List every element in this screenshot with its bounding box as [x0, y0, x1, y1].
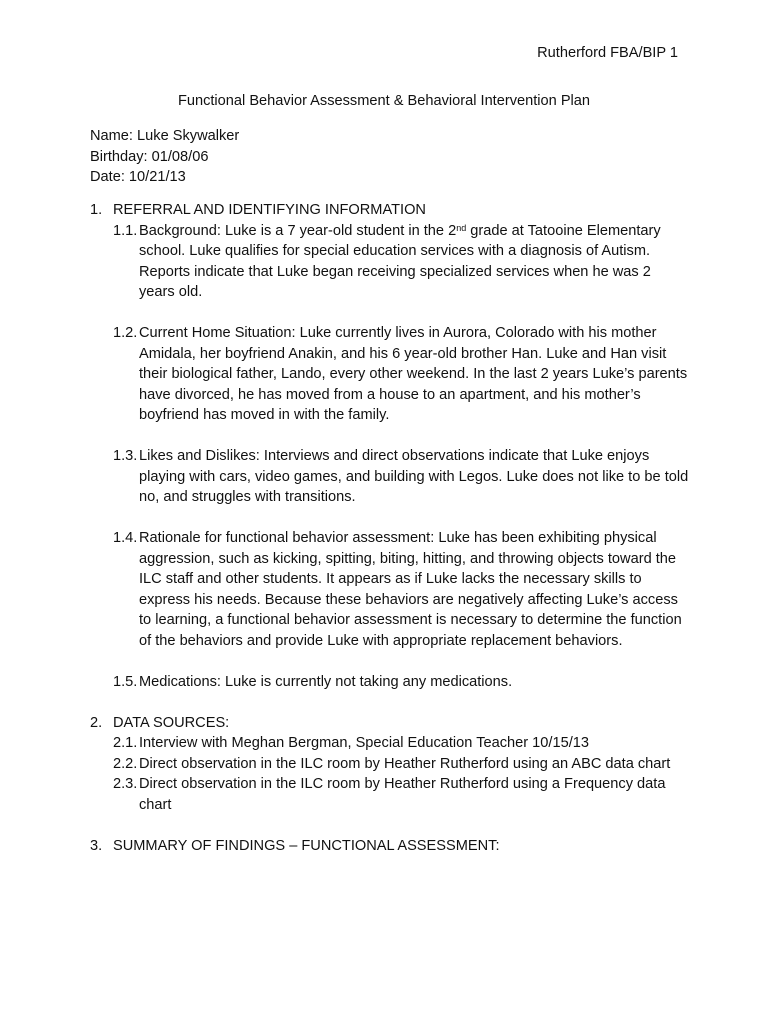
ordinal-superscript: nd — [456, 222, 467, 233]
item-text: Current Home Situation: Luke currently lives in Aurora, Colorado with his mother Amidala, her boyfriend Anakin, and his 6 year-old brother Han. Luke and Han visit their biological father, Lando, every other weekend. In the last 2 years Luke’s parents have divorced, he has moved from a house to an apartment, and his mother’s boyfriend has moved in with the family. — [139, 325, 688, 423]
list-item — [90, 754, 690, 775]
item-text: Likes and Dislikes: Interviews and direct observations indicate that Luke enjoys playing with cars, video games, and building with Legos. Luke does not like to be told no, and struggles with transitions. — [139, 448, 689, 505]
item-text: Direct observation in the ILC room by Heather Rutherford using a Frequency data chart — [139, 776, 666, 813]
section-title: DATA SOURCES: — [113, 714, 230, 731]
section-heading — [90, 713, 690, 734]
section-heading — [90, 200, 690, 221]
student-name: Name: Luke Skywalker — [90, 128, 240, 144]
student-birthday: Birthday: 01/08/06 — [90, 148, 209, 165]
item-text: grade at Tatooine Elementary school. Luke qualifies for special education services with a diagnosis of Autism. Reports indicate that Luke began receiving specialized services when he was 2 years old. — [139, 222, 661, 300]
section-title: SUMMARY OF FINDINGS – FUNCTIONAL ASSESSMENT: — [113, 837, 500, 854]
student-info — [90, 126, 239, 188]
item-text: Direct observation in the ILC room by Heather Rutherford using an ABC data chart — [139, 755, 671, 772]
list-item — [90, 446, 690, 508]
list-item — [90, 221, 690, 303]
section-number: 1. — [90, 202, 103, 218]
page-title: Functional Behavior Assessment & Behavioral Intervention Plan — [177, 93, 591, 109]
document-body — [90, 200, 690, 856]
running-head: Rutherford FBA/BIP 1 — [537, 45, 678, 61]
item-number: 1.2. — [113, 325, 138, 341]
section-number: 2. — [90, 714, 103, 731]
item-text: Interview with Meghan Bergman, Special Education Teacher 10/15/13 — [139, 735, 589, 751]
item-number: 2.3. — [113, 776, 138, 792]
item-number: 1.5. — [113, 673, 138, 690]
list-item — [90, 672, 690, 693]
section-number: 3. — [90, 837, 103, 854]
item-text: Rationale for functional behavior assessment: Luke has been exhibiting physical aggression, such as kicking, spitting, biting, hitting, and throwing objects toward the ILC staff and other students. It appears as if Luke lacks the necessary skills to express his needs. Because these behaviors are negatively affecting Luke’s access to learning, a functional behavior assessment is necessary to determine the function of the behaviors and provide Luke with appropriate replacement behaviors. — [139, 530, 682, 649]
item-number: 1.4. — [113, 530, 138, 546]
list-item — [90, 323, 690, 426]
item-number: 2.1. — [113, 735, 138, 751]
section-title: REFERRAL AND IDENTIFYING INFORMATION — [113, 202, 426, 218]
section-heading — [90, 836, 690, 857]
list-item — [90, 774, 690, 815]
list-item — [90, 528, 690, 651]
assessment-date: Date: 10/21/13 — [90, 169, 186, 185]
item-text: Background: Luke is a 7 year-old student in the 2 — [139, 222, 457, 239]
item-text: Medications: Luke is currently not taking any medications. — [139, 673, 513, 690]
item-number: 1.3. — [113, 448, 138, 464]
list-item — [90, 733, 690, 754]
item-number: 1.1. — [113, 222, 138, 239]
item-number: 2.2. — [113, 755, 138, 772]
